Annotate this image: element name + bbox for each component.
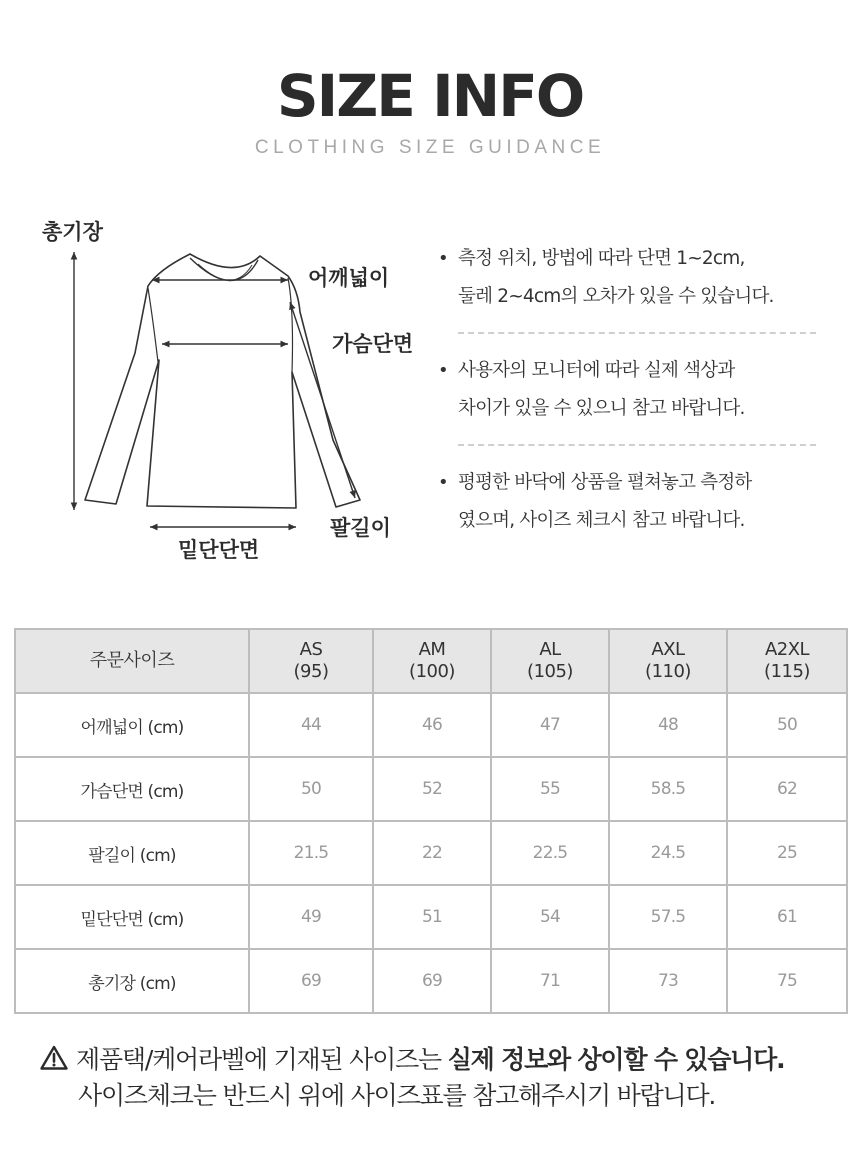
warning-line <box>40 1042 840 1078</box>
table-cell: 46 <box>373 693 491 757</box>
warning-text: 제품택/케어라벨에 기재된 사이즈는 <box>76 1045 448 1074</box>
table-cell: 52 <box>373 757 491 821</box>
size-column-header: AXL (110) <box>609 629 727 693</box>
bullet-icon: • <box>438 248 448 269</box>
table-cell: 69 <box>373 949 491 1013</box>
table-cell: 55 <box>491 757 609 821</box>
note-line: 차이가 있을 수 있으니 참고 바랍니다. <box>458 398 745 419</box>
dashed-divider <box>458 332 816 334</box>
label-hem-width: 밑단단면 <box>178 538 260 562</box>
bullet-icon: • <box>438 360 448 381</box>
row-label: 밑단단면 (cm) <box>15 885 249 949</box>
row-label: 가슴단면 (cm) <box>15 757 249 821</box>
size-table <box>14 628 848 1014</box>
table-cell: 47 <box>491 693 609 757</box>
size-column-header: AL (105) <box>491 629 609 693</box>
row-label: 팔길이 (cm) <box>15 821 249 885</box>
note-item <box>438 464 818 540</box>
table-cell: 50 <box>727 693 847 757</box>
warning-line: 사이즈체크는 반드시 위에 사이즈표를 참고해주시기 바랍니다. <box>78 1081 716 1110</box>
table-cell: 22 <box>373 821 491 885</box>
size-warning <box>40 1042 840 1114</box>
table-cell: 62 <box>727 757 847 821</box>
table-cell: 51 <box>373 885 491 949</box>
table-row <box>15 757 847 821</box>
table-cell: 24.5 <box>609 821 727 885</box>
table-header-row <box>15 629 847 693</box>
table-cell: 25 <box>727 821 847 885</box>
note-item <box>438 240 818 316</box>
note-line: 둘레 2~4cm의 오차가 있을 수 있습니다. <box>458 286 774 307</box>
table-cell: 69 <box>249 949 373 1013</box>
table-cell: 21.5 <box>249 821 373 885</box>
table-cell: 73 <box>609 949 727 1013</box>
row-label: 어깨넓이 (cm) <box>15 693 249 757</box>
table-cell: 58.5 <box>609 757 727 821</box>
measurement-notes <box>438 240 818 540</box>
label-shoulder-width: 어깨넓이 <box>308 266 390 290</box>
table-row <box>15 821 847 885</box>
note-item <box>438 352 818 428</box>
warning-triangle-icon <box>40 1045 68 1071</box>
dashed-divider <box>458 444 816 446</box>
table-cell: 75 <box>727 949 847 1013</box>
warning-emphasis: 실제 정보와 상이할 수 있습니다. <box>447 1045 785 1074</box>
note-line: 였으며, 사이즈 체크시 참고 바랍니다. <box>458 510 745 531</box>
table-cell: 54 <box>491 885 609 949</box>
note-line: 측정 위치, 방법에 따라 단면 1~2cm, <box>458 248 745 269</box>
table-cell: 49 <box>249 885 373 949</box>
label-sleeve-length: 팔길이 <box>330 516 391 540</box>
table-cell: 44 <box>249 693 373 757</box>
table-corner-cell: 주문사이즈 <box>15 629 249 693</box>
table-row <box>15 949 847 1013</box>
table-cell: 50 <box>249 757 373 821</box>
label-chest-width: 가슴단면 <box>332 332 414 356</box>
row-label: 총기장 (cm) <box>15 949 249 1013</box>
table-row <box>15 693 847 757</box>
table-cell: 71 <box>491 949 609 1013</box>
size-column-header: AS (95) <box>249 629 373 693</box>
size-column-header: A2XL (115) <box>727 629 847 693</box>
table-cell: 61 <box>727 885 847 949</box>
page-title: SIZE INFO <box>276 62 584 130</box>
garment-diagram <box>30 210 430 590</box>
note-line: 평평한 바닥에 상품을 펼쳐놓고 측정하 <box>458 472 752 493</box>
note-line: 사용자의 모니터에 따라 실제 색상과 <box>458 360 735 381</box>
table-row <box>15 885 847 949</box>
label-total-length: 총기장 <box>42 220 103 244</box>
table-cell: 48 <box>609 693 727 757</box>
page-subtitle: CLOTHING SIZE GUIDANCE <box>254 137 606 158</box>
bullet-icon: • <box>438 472 448 493</box>
table-cell: 57.5 <box>609 885 727 949</box>
size-column-header: AM (100) <box>373 629 491 693</box>
table-cell: 22.5 <box>491 821 609 885</box>
